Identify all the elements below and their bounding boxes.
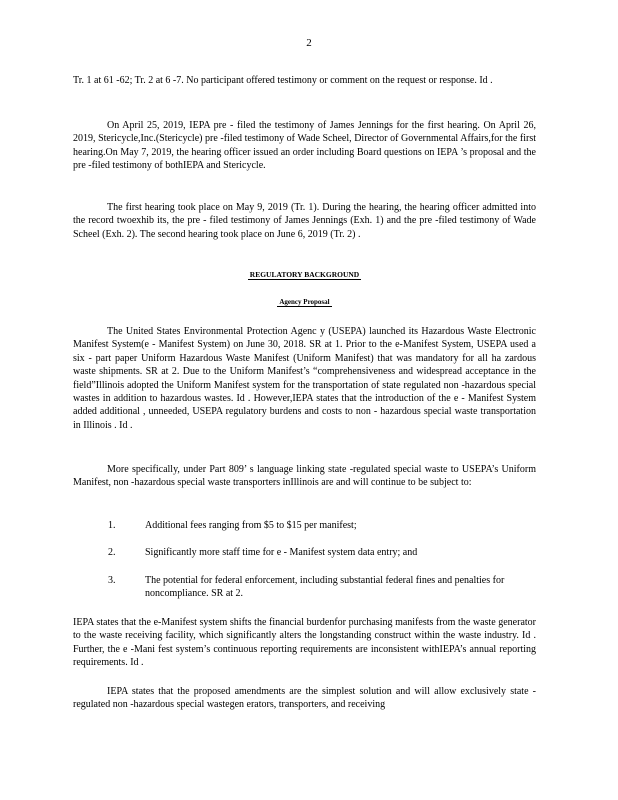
- section-heading: [73, 270, 536, 280]
- paragraph-first-hearing: The first hearing took place on May 9, 2019 (Tr. 1). During the hearing, the hearing officer admitted into the record twoexhib its, the pre - filed testimony of James Jennings (Exh. 1) and the pre -filed testimony of Wade Scheel (Exh. 2). The second hearing took place on June 6, 2019 (Tr. 2) .: [73, 202, 536, 240]
- regulatory-background-heading: REGULATORY BACKGROUND: [249, 270, 360, 279]
- list-item-number: 2.: [108, 547, 116, 559]
- paragraph-financial-burden: IEPA states that the e-Manifest system shifts the financial burdenfor purchasing manifests from the waste generator to the waste receiving facility, which significantly alters the longstanding construct within the waste industry. Id . Further, the e -Mani fest system’s continuous reporting requirements are inconsistent withIEPA’s annual reporting requirements. Id .: [73, 617, 536, 669]
- list-item-text: Additional fees ranging from $5 to $15 per manifest;: [145, 520, 357, 531]
- paragraph-prefiled-testimony: On April 25, 2019, IEPA pre - filed the testimony of James Jennings for the first hearing. On April 26, 2019, Stericycle,Inc.(Stericycle) pre -filed testimony of Wade Scheel, Director of Governmental Affairs,for the first hearing.On May 7, 2019, the hearing officer issued an order including Board questions on IEPA ’s proposal and the pre -filed testimony of bothIEPA and Stericycle.: [73, 120, 536, 172]
- paragraph-usepa-emanifest: The United States Environmental Protection Agenc y (USEPA) launched its Hazardous Waste Electronic Manifest System(e - Manifest System) on June 30, 2018. SR at 1. Prior to the e-Manifest System, USEPA used a six - part paper Uniform Hazardous Waste Manifest (Uniform Manifest) that was mandatory for all ha zardous waste shipments. SR at 2. Due to the Uniform Manifest’s “comprehensiveness and widespread acceptance in the field”Illinois adopted the Uniform Manifest system for the transportation of state regulated non -hazardous special wastes in addition to hazardous wastes. Id . However,IEPA states that the introduction of the e - Manifest System added additional , unneeded, USEPA regulatory burdens and costs to non - hazardous special waste transportation in Illinois . Id .: [73, 326, 536, 431]
- list-item: [108, 519, 536, 532]
- paragraph-part-809: More specifically, under Part 809’ s language linking state -regulated special waste to USEPA’s Uniform Manifest, non -hazardous special waste transporters inIllinois are and will continue to be subject to:: [73, 464, 536, 489]
- agency-proposal-heading: Agency Proposal: [279, 298, 330, 306]
- page-number: 2: [306, 37, 312, 49]
- list-item: [108, 546, 536, 559]
- subsection-heading: [73, 298, 536, 307]
- list-item-text: The potential for federal enforcement, including substantial federal fines and penalties for noncompliance. SR at 2.: [145, 574, 505, 600]
- list-item-number: 3.: [108, 574, 116, 586]
- list-item: [108, 574, 536, 601]
- list-item-text: Significantly more staff time for e - Manifest system data entry; and: [145, 547, 418, 559]
- paragraph-proposed-amendments: IEPA states that the proposed amendments are the simplest solution and will allow exclusively state -regulated non -hazardous special wastegen erators, transporters, and receiving: [73, 686, 536, 711]
- paragraph-continuation: Tr. 1 at 61 -62; Tr. 2 at 6 -7. No participant offered testimony or comment on the request or response. Id .: [73, 75, 493, 86]
- burden-list: [108, 519, 536, 601]
- list-item-number: 1.: [108, 520, 116, 531]
